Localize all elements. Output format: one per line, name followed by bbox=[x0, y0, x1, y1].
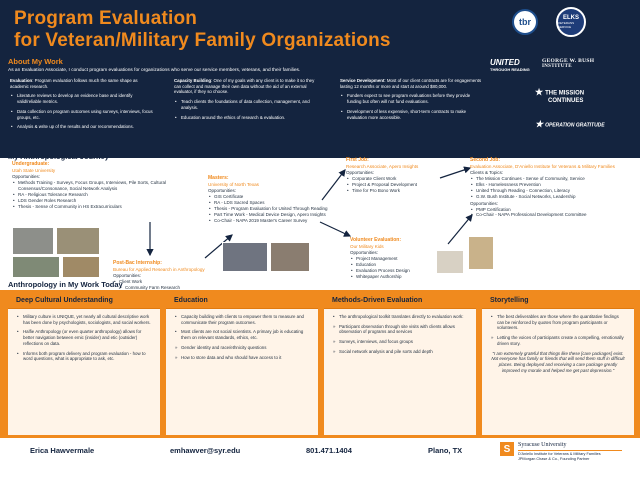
journey-stage-org: Our Military Kids bbox=[350, 243, 384, 249]
journey-second-job-clients bbox=[470, 176, 635, 199]
ivmf-subtitle: JPMorgan Chase & Co., Founding Partner bbox=[518, 456, 590, 461]
list-item: • Thesis - Program Evaluation for United Through Reading bbox=[208, 206, 338, 212]
list-item: • Whitepaper Authorship bbox=[350, 274, 460, 280]
card-title: Deep Cultural Understanding bbox=[8, 294, 160, 309]
list-item: • The Mission Continues - Sense of Community, Service bbox=[470, 176, 635, 182]
list-item: • Military culture is UNIQUE, yet nearly all cultural descriptive work has been done by psychologists, sociologists, and social workers. bbox=[16, 314, 152, 325]
photo-whitepaper bbox=[436, 250, 464, 274]
list-item: • Corporate Client Work bbox=[346, 176, 466, 182]
list-item: • Literature reviews to develop an evidence base and identify valid/reliable metrics. bbox=[10, 93, 154, 104]
journey-stage-title: Volunteer Evaluation: bbox=[350, 237, 402, 243]
list-item: » Social network analysis and pile sorts add depth bbox=[332, 349, 468, 355]
card-body bbox=[166, 309, 318, 360]
list-item: • United Through Reading - Connection, Literacy bbox=[470, 188, 635, 194]
list-item: • Analysis & write up of the results and our recommendations. bbox=[10, 124, 154, 130]
list-item: • Time for Pro Bono Work bbox=[346, 188, 466, 194]
about-evaluation-lead bbox=[10, 78, 154, 89]
card-body bbox=[482, 309, 634, 373]
list-item: » How to store data and who should have access to it bbox=[174, 355, 310, 361]
list-item: • Teach clients the foundations of data collection, management, and analysis. bbox=[174, 99, 318, 110]
ivmf-logo-text bbox=[518, 452, 622, 461]
photo-group bbox=[56, 227, 100, 255]
opportunities-label: Opportunities: bbox=[113, 273, 142, 279]
list-item: • PMP Certification bbox=[470, 207, 635, 213]
photo-report-cover bbox=[468, 236, 494, 270]
list-item: • RA - Religious Tolerance Research bbox=[12, 192, 182, 198]
arrow-masters-to-volunteer bbox=[320, 222, 350, 236]
about-service-column bbox=[340, 78, 484, 124]
about-capacity-column bbox=[174, 78, 318, 124]
list-item: • LDS Gender Roles Research bbox=[12, 198, 182, 204]
list-item: • Thesis - Sense of Community in HS Extracurriculars bbox=[12, 204, 182, 210]
card-body bbox=[8, 309, 160, 362]
card-deep-cultural-understanding bbox=[8, 294, 160, 435]
list-item: • Co-Chair - NAPA Professional Development Committee bbox=[470, 212, 635, 218]
list-item: • Education bbox=[350, 262, 460, 268]
poster-title-line-1: Program Evaluation bbox=[14, 8, 198, 29]
list-item: • Capacity building with clients to empower them to measure and communicate their program outcomes. bbox=[174, 314, 310, 325]
journey-first-job bbox=[346, 157, 466, 194]
list-item: • The anthropological toolkit translates directly to evaluation work: bbox=[332, 314, 468, 320]
tbr-logo: tbr bbox=[512, 9, 538, 35]
logo-text: OPERATION bbox=[545, 122, 575, 129]
journey-stage-org: University of North Texas bbox=[208, 181, 259, 187]
journey-second-job bbox=[470, 157, 635, 218]
syracuse-university-name: Syracuse University bbox=[518, 442, 567, 448]
operation-gratitude-logo bbox=[535, 120, 605, 130]
card-list bbox=[174, 314, 310, 360]
journey-stage-org: Research Associate, Apero Insights bbox=[346, 163, 419, 169]
bush-institute-logo bbox=[542, 58, 594, 69]
list-item: • Methods Training - Surveys, Focus Groups, Interviews, Pile Sorts, Cultural Consensus/Consonance, Social Network Analysis bbox=[12, 180, 182, 192]
opportunities-label: Opportunities: bbox=[350, 250, 379, 256]
about-service-list bbox=[340, 93, 484, 120]
list-item: • Community Farm Research bbox=[113, 285, 213, 291]
list-item: » Participant observation through site visits with clients allows observation of programs and services bbox=[332, 324, 468, 335]
list-item: » Surveys, interviews, and focus groups bbox=[332, 339, 468, 345]
photo-presentation bbox=[270, 242, 310, 272]
card-body bbox=[324, 309, 476, 355]
about-heading: About My Work bbox=[8, 57, 63, 66]
lead-label: Service Development bbox=[340, 78, 385, 83]
list-item: • Project & Proposal Development bbox=[346, 182, 466, 188]
lead-text: : Most of our client contracts are for engagements lasting 12 months or more and start at around $80,000. bbox=[340, 78, 482, 89]
clients-label: Clients & Topics: bbox=[470, 170, 504, 176]
photo-classroom bbox=[12, 227, 54, 255]
logo-text: CONTINUES bbox=[548, 97, 584, 104]
elks-logo-subtext: VETERANS SERVICE bbox=[558, 21, 575, 29]
opportunities-label: Opportunities: bbox=[470, 200, 499, 206]
list-item: • Development of less expensive, short-term contracts to make evaluation more accessible. bbox=[340, 109, 484, 120]
logo-text: UNITED bbox=[490, 58, 520, 67]
journey-masters bbox=[208, 175, 338, 224]
journey-masters-list bbox=[208, 194, 338, 223]
card-list bbox=[332, 314, 468, 355]
footer-location: Plano, TX bbox=[428, 446, 463, 455]
opportunities-label: Opportunities: bbox=[346, 170, 375, 176]
journey-stage-org: Utah State University bbox=[12, 167, 56, 173]
journey-stage-org: Bureau for Applied Research in Anthropology bbox=[113, 266, 205, 272]
logo-text: GRATITUDE bbox=[575, 122, 605, 129]
lead-label: Capacity Building bbox=[174, 78, 212, 83]
list-item: • Most clients are not social scientists. A primary job is educating them on relevant standards, ethics, etc. bbox=[174, 329, 310, 340]
list-item: » Gender identity and race/ethnicity questions bbox=[174, 345, 310, 351]
about-evaluation-column bbox=[10, 78, 154, 134]
card-title: Education bbox=[166, 294, 318, 309]
journey-undergraduate bbox=[12, 161, 182, 210]
photo-farm bbox=[62, 256, 100, 278]
elks-logo bbox=[556, 7, 586, 37]
ivmf-name: D'Aniello Institute for Veterans & Military Families bbox=[518, 452, 601, 456]
card-education bbox=[166, 294, 318, 435]
list-item: • Client Work bbox=[113, 279, 213, 285]
logo-subtext: INSTITUTE bbox=[542, 64, 572, 69]
photo-conference bbox=[222, 242, 268, 272]
card-list bbox=[16, 314, 152, 362]
footer-name: Erica Hawvermale bbox=[30, 446, 95, 455]
about-evaluation-list bbox=[10, 93, 154, 130]
logo-text: GEORGE W. BUSH bbox=[542, 58, 595, 64]
list-item: • Part Time Work - Medical Device Design, Apero Insights bbox=[208, 212, 338, 218]
journey-first-job-list bbox=[346, 176, 466, 194]
list-item: • Informs both program delivery and program evaluation - how to word questions, what is appropriate to ask, etc. bbox=[16, 351, 152, 362]
journey-stage-title: Masters: bbox=[208, 175, 229, 181]
list-item: • The best deliverables are those where the quantitative findings can be reinforced by quotes from program participants or volunteers. bbox=[490, 314, 626, 331]
footer-email-link[interactable]: emhawver@syr.edu bbox=[170, 446, 241, 455]
journey-stage-title: First Job: bbox=[346, 157, 369, 163]
united-through-reading-logo bbox=[490, 58, 530, 72]
journey-heading: My Anthropological Journey bbox=[8, 152, 109, 161]
footer-phone: 801.471.1404 bbox=[306, 446, 352, 455]
star-icon: ★ bbox=[535, 87, 544, 97]
logo-subtext: THROUGH READING bbox=[490, 67, 530, 72]
mission-continues-logo bbox=[535, 88, 584, 104]
list-item: • Project Management bbox=[350, 256, 460, 262]
journey-stage-title: Post-Bac Internship: bbox=[113, 260, 162, 266]
card-title: Methods-Driven Evaluation bbox=[324, 294, 476, 309]
list-item: • Data collection on program outcomes using surveys, interviews, focus groups, etc. bbox=[10, 109, 154, 120]
journey-stage-title: Undergraduate: bbox=[12, 161, 50, 167]
list-item: • Co-Chair - NAPA 2019 Master's Career Survey bbox=[208, 218, 338, 224]
list-item: • RA - LDS Sacred Spaces bbox=[208, 200, 338, 206]
opportunities-label: Opportunities: bbox=[208, 188, 237, 194]
card-methods-driven-evaluation bbox=[324, 294, 476, 435]
list-item: » Letting the voices of participants create a compelling, emotionally driven story. bbox=[490, 335, 626, 346]
participant-quote: "I am extremely grateful that things like these [care packages] exist. Not everyone has family or friends that will send them stuff in difficult places. Being deployed and receiving a care package greatly improved my morale and helped me get past depression." bbox=[491, 350, 625, 373]
journey-undergraduate-list bbox=[12, 180, 182, 209]
lead-label: Evaluation bbox=[10, 78, 33, 83]
about-service-lead bbox=[340, 78, 484, 89]
list-item: • Elks - Homelessness Prevention bbox=[470, 182, 635, 188]
syracuse-logo-icon: S bbox=[500, 442, 514, 456]
about-capacity-lead bbox=[174, 78, 318, 95]
list-item: • Funders expect to see program evaluations before they provide funding but often will not fund evaluations. bbox=[340, 93, 484, 104]
opportunities-label: Opportunities: bbox=[12, 174, 41, 180]
elks-logo-text: ELKS bbox=[562, 15, 579, 21]
star-icon: ★ bbox=[535, 119, 544, 129]
about-capacity-list bbox=[174, 99, 318, 120]
list-item: • Evaluation Process Design bbox=[350, 268, 460, 274]
card-list bbox=[490, 314, 626, 347]
journey-second-job-list bbox=[470, 207, 635, 219]
card-title: Storytelling bbox=[482, 294, 634, 309]
journey-stage-org: Evaluation Associate, D'Aniello Institute for Veterans & Military Families bbox=[470, 163, 615, 169]
list-item: • Halfie Anthropology (or even quarter anthropology) allows for better navigation between emic (insider) and etic (outsider) reflections on data. bbox=[16, 329, 152, 346]
today-heading: Anthropology in My Work Today bbox=[8, 280, 123, 289]
list-item: • Education around the ethics of research & evaluation. bbox=[174, 115, 318, 121]
photo-fieldwork bbox=[12, 256, 60, 278]
card-storytelling bbox=[482, 294, 634, 435]
about-intro: As an Evaluation Associate, I conduct program evaluations for organizations who serve our service members, veterans, and their families. bbox=[8, 68, 301, 73]
lead-text: : One of my goals with any client is to make it so they can collect and manage their own data without the aid of an external evaluator, if they so choose. bbox=[174, 78, 315, 95]
journey-stage-title: Second Job: bbox=[470, 157, 501, 163]
list-item: • GIS Certificate bbox=[208, 194, 338, 200]
lead-text: : Program evaluation follows much the same shape as academic research. bbox=[10, 78, 138, 89]
footer-logo-divider bbox=[518, 450, 622, 451]
poster-title-line-2: for Veteran/Military Family Organizations bbox=[14, 30, 391, 51]
list-item: • G.W. Bush Institute - Social Networks, Leadership bbox=[470, 194, 635, 200]
logo-text: THE MISSION bbox=[545, 90, 585, 97]
